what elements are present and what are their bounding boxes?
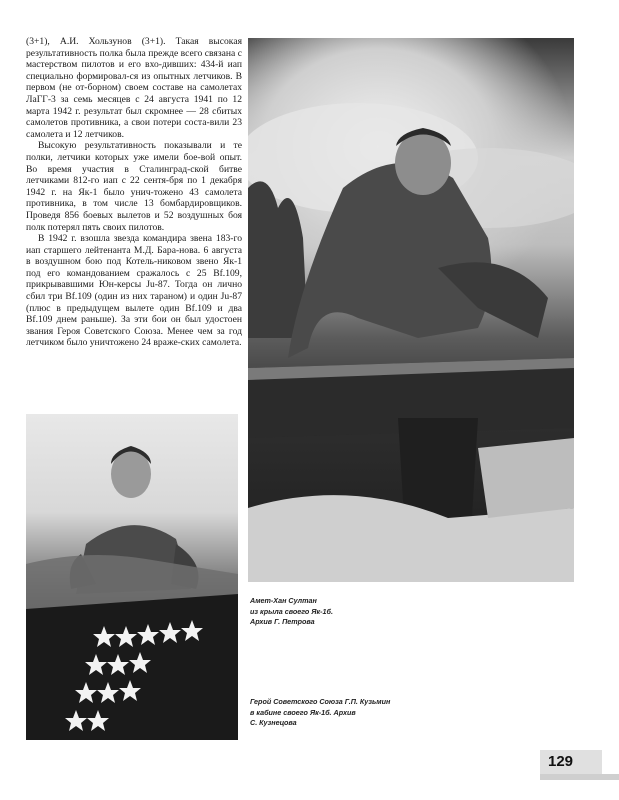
pilot-in-cockpit-illustration <box>26 414 238 740</box>
page-number-bar <box>540 774 619 780</box>
left-photo-caption: Герой Советского Союза Г.П. Кузьмин в кабине своего Як-1б. Архив С. Кузнецова <box>250 697 391 727</box>
right-photo-caption: Амет-Хан Султан из крыла своего Як-1б. Архив Г. Петрова <box>250 596 334 626</box>
paragraph-2: Высокую результативность показывали и те полки, летчики которых уже имели бое-вой опыт. Во время участия в Сталинград-ской битве летчиками 812-го иап с 22 сентя-бря по 1 декабря 1942 г. на Як-1 было унич-тожено 43 самолета противника, в том числе 13 бомбардировщиков. Проведя 856 боевых вылетов и 52 воздушных боя полк потерял пять своих пилотов. <box>26 140 242 233</box>
page-number: 129 <box>540 750 602 774</box>
pilot-on-wing-photo <box>248 38 574 582</box>
article-text-column <box>26 36 242 349</box>
pilot-on-wing-illustration <box>248 38 574 582</box>
paragraph-3: В 1942 г. взошла звезда командира звена 183-го иап старшего лейтенанта М.Д. Бара-нова. 6 августа в воздушном бою под Котель-никовом звено Як-1 под его командованием сражалось с 25 Bf.109, прикрывавшими Юн-керсы Ju-87. Тогда он лично сбил три Bf.109 (один из них тараном) и один Ju-87 (плюс в предыдущем вылете один Bf.109 и два Bf.109 днем раньше). За эти бои он был удостоен звания Героя Советского Союза. Менее чем за год летчиком было уничтожено 24 враже-ских самолета. <box>26 233 242 349</box>
pilot-in-cockpit-photo <box>26 414 238 740</box>
paragraph-1: (3+1), А.И. Хользунов (3+1). Такая высокая результативность полка была прежде всего связана с мастерством пилотов и его вхо-дивших: 434-й иап специально формировал-ся из опытных летчиков. В первом (не от-борном) своем составе на самолетах ЛаГГ-3 за семь месяцев с 24 августа 1941 по 12 марта 1942 г. результат был скромнее — 28 сбитых самолетов противника, а свои потери соста-вили 23 самолета и 12 летчиков. <box>26 36 242 140</box>
